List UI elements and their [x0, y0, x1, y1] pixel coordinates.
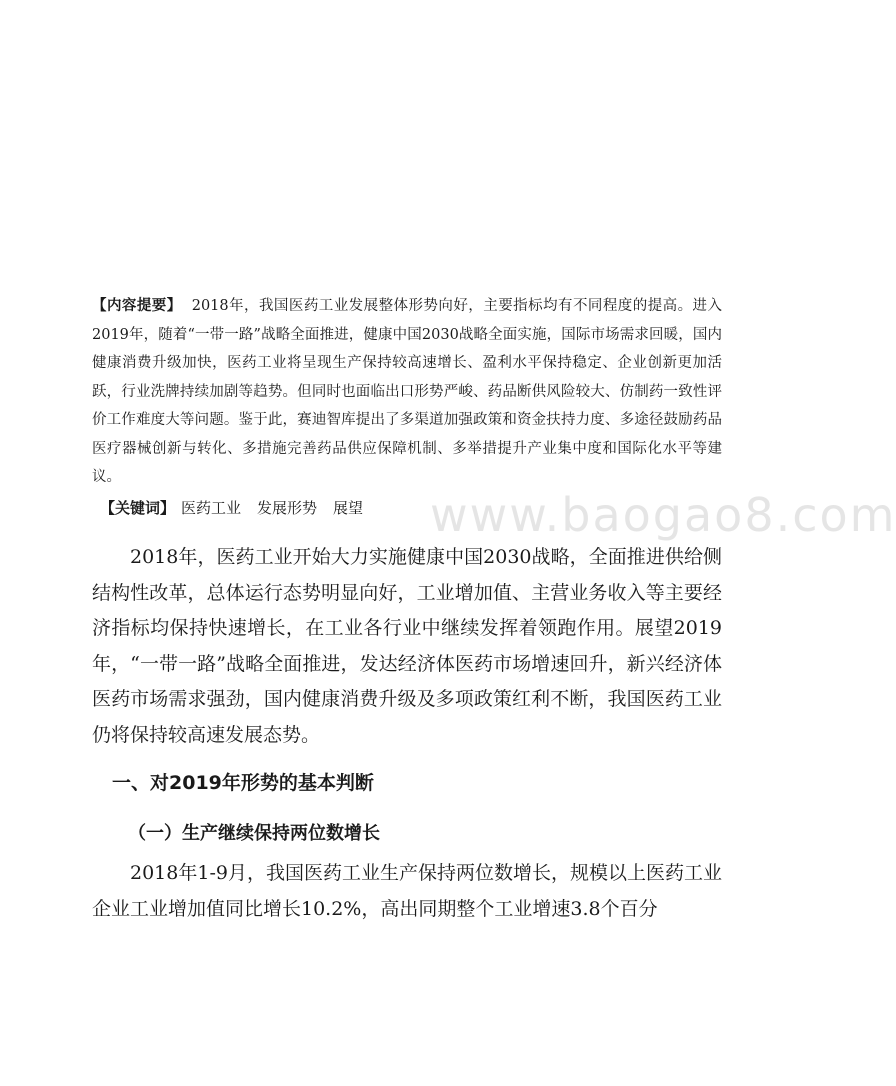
keyword-item: 发展形势 [257, 499, 318, 517]
keyword-item: 医药工业 [181, 499, 242, 517]
subsection-heading: （一）生产继续保持两位数增长 [128, 823, 380, 844]
abstract-paragraph [92, 292, 722, 492]
section-heading: 一、对2019年形势的基本判断 [112, 772, 374, 794]
abstract-label: 【内容提要】 [92, 298, 182, 314]
keywords-label: 【关键词】 [100, 499, 176, 517]
intro-paragraph: 2018年，医药工业开始大力实施健康中国2030战略，全面推进供给侧结构性改革，总体运行态势明显向好，工业增加值、主营业务收入等主要经济指标均保持快速增长，在工业各行业中继续发挥着领跑作用。展望2019年，“一带一路”战略全面推进，发达经济体医药市场增速回升，新兴经济体医药市场需求强劲，国内健康消费升级及多项政策红利不断，我国医药工业仍将保持较高速发展态势。 [92, 546, 722, 746]
abstract-text: 2018年，我国医药工业发展整体形势向好，主要指标均有不同程度的提高。进入2019年，随着“一带一路”战略全面推进，健康中国2030战略全面实施，国际市场需求回暖，国内健康消费升级加快，医药工业将呈现生产保持较高速增长、盈利水平保持稳定、企业创新更加活跃，行业洗牌持续加剧等趋势。但同时也面临出口形势严峻、药品断供风险较大、仿制药一致性评价工作难度大等问题。鉴于此，赛迪智库提出了多渠道加强政策和资金扶持力度、多途径鼓励药品医疗器械创新与转化、多措施完善药品供应保障机制、多举措提升产业集中度和国际化水平等建议。 [92, 298, 723, 485]
keywords-line [100, 496, 379, 520]
watermark: www.baogao8.com [430, 488, 896, 542]
section-paragraph: 2018年1-9月，我国医药工业生产保持两位数增长，规模以上医药工业企业工业增加值同比增长10.2%，高出同期整个工业增速3.8个百分 [92, 862, 722, 920]
keyword-item: 展望 [333, 499, 364, 517]
